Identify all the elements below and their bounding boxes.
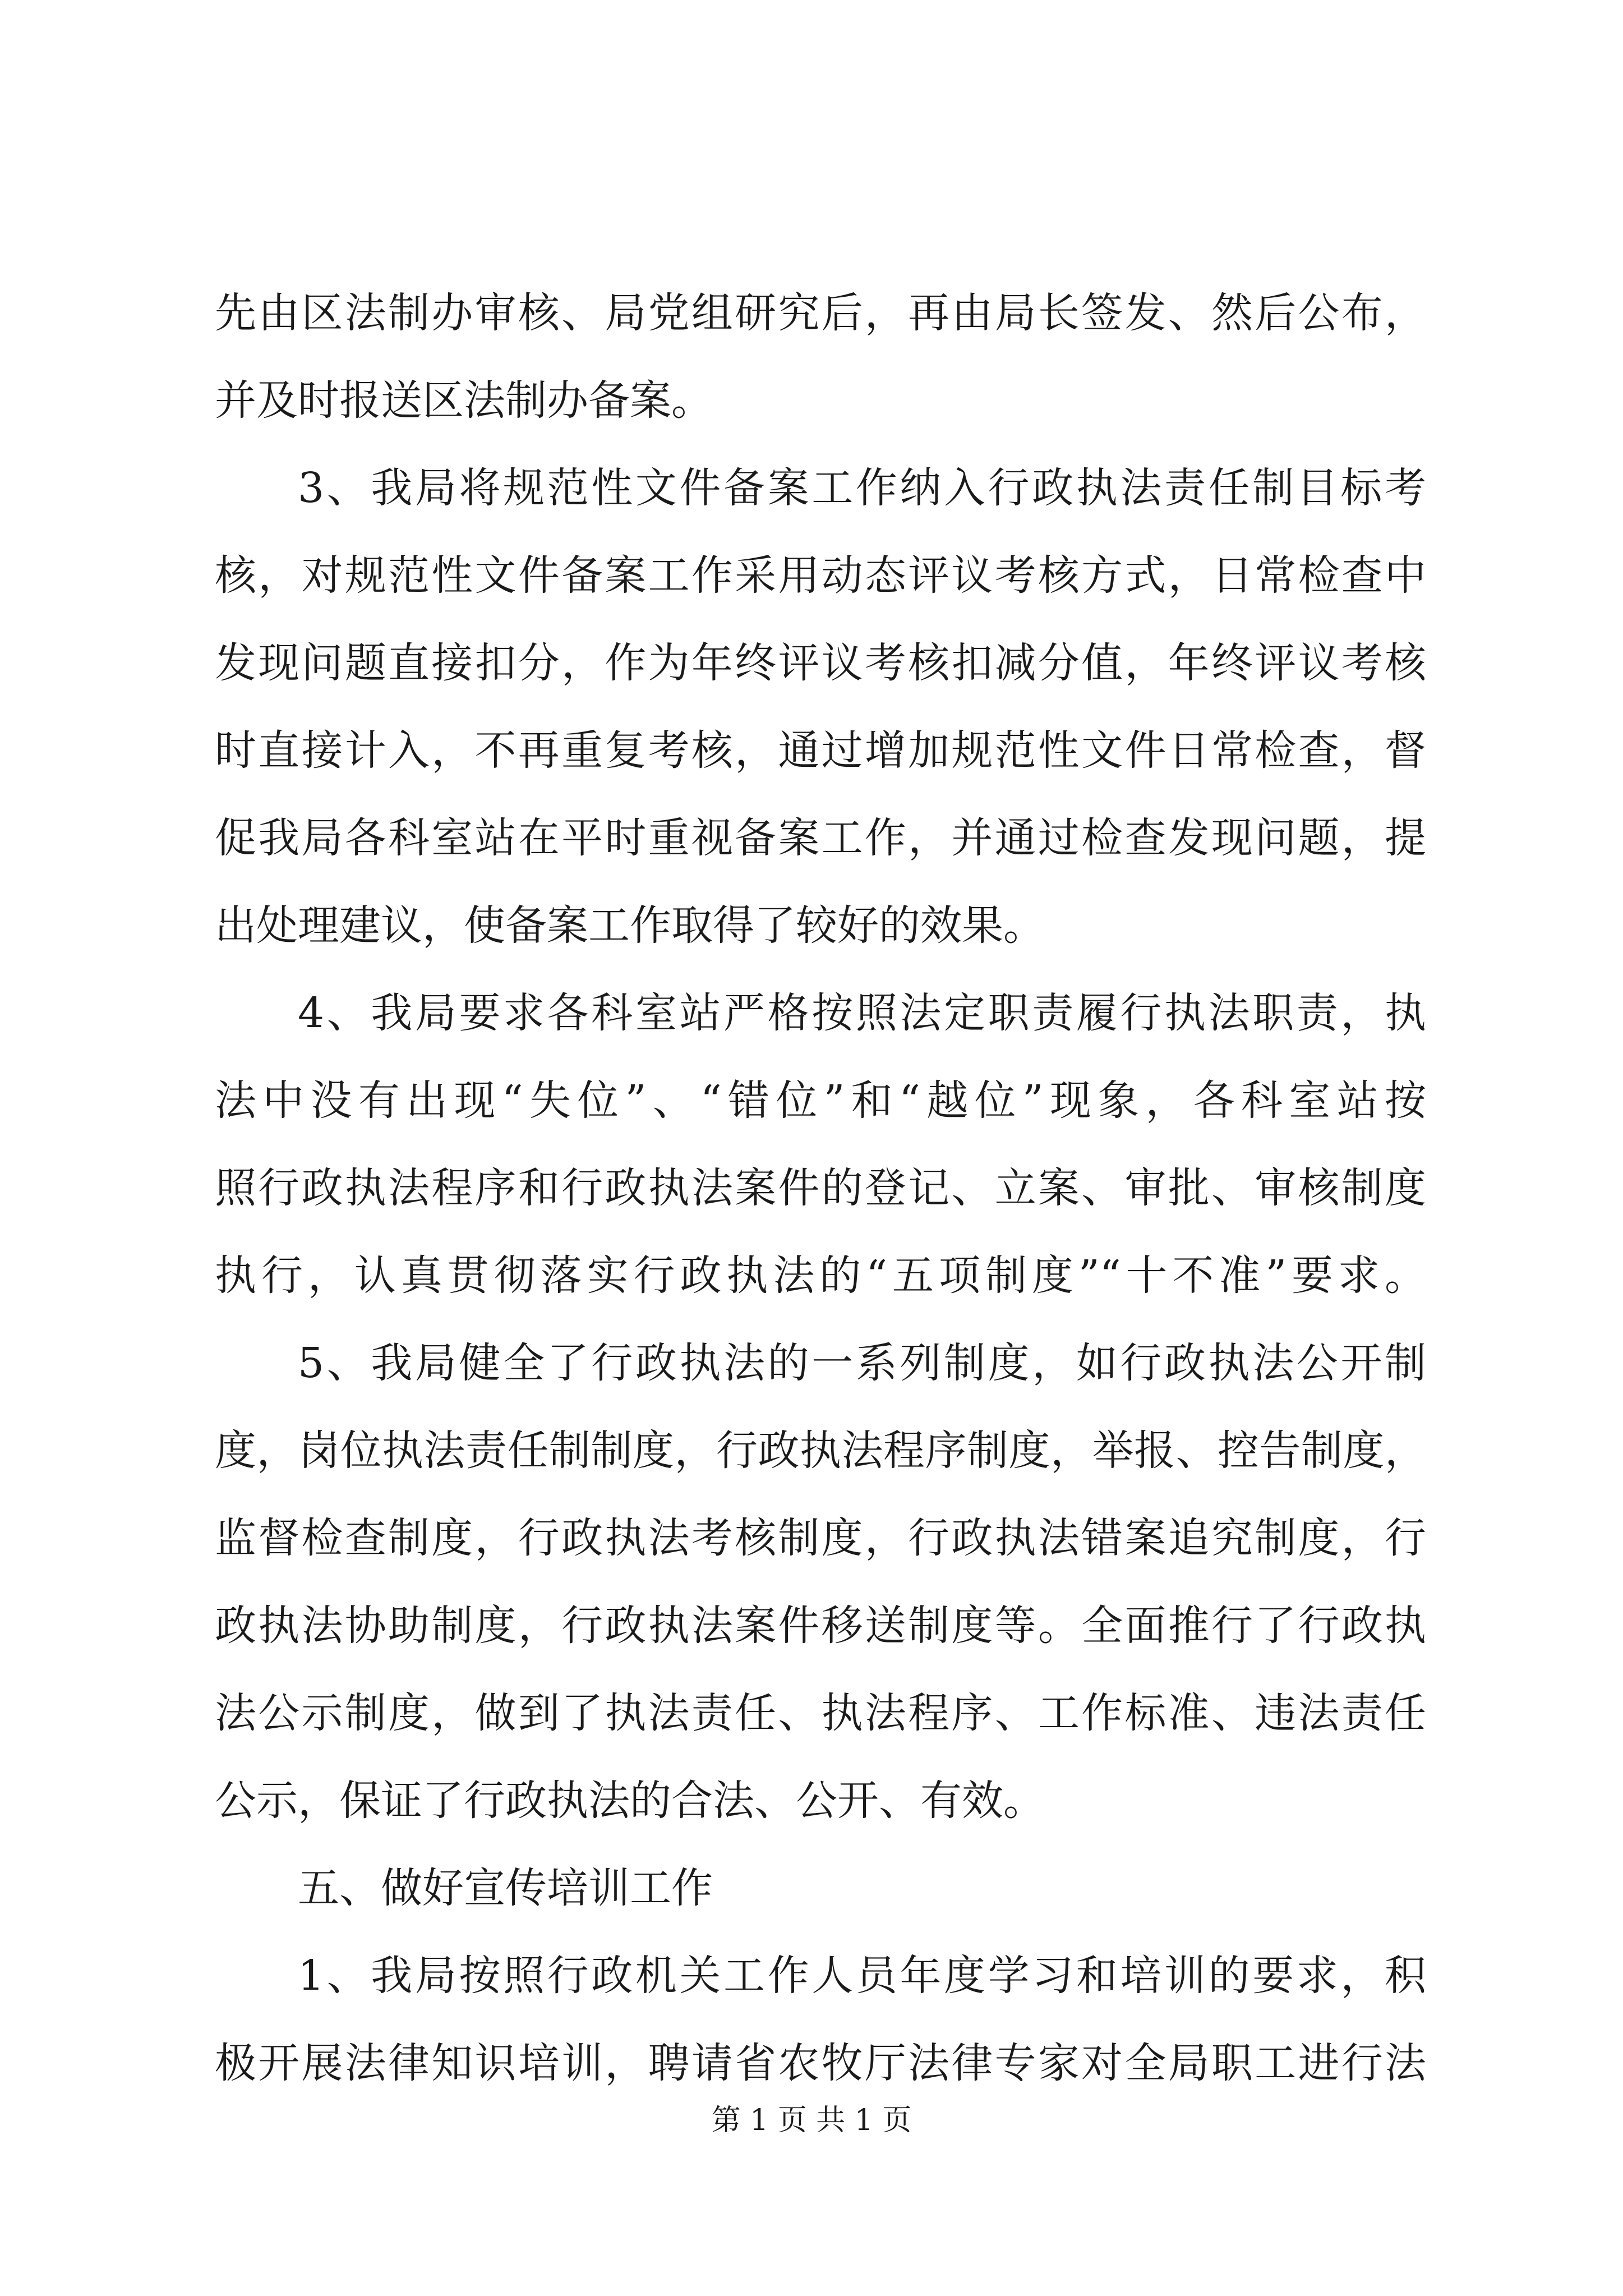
text-line-1: 先由区法制办审核、局党组研究后，再由局长签发、然后公布， — [215, 289, 1426, 337]
text-line-20: 1、我局按照行政机关工作人员年度学习和培训的要求，积 — [298, 1952, 1426, 2000]
text-line-9: 4、我局要求各科室站严格按照法定职责履行执法职责，执 — [298, 989, 1426, 1037]
text-line-16: 政执法协助制度，行政执法案件移送制度等。全面推行了行政执 — [215, 1602, 1426, 1650]
text-line-11: 照行政执法程序和行政执法案件的登记、立案、审批、审核制度 — [215, 1164, 1426, 1212]
text-line-5: 发现问题直接扣分，作为年终评议考核扣减分值，年终评议考核 — [215, 639, 1426, 687]
text-line-17: 法公示制度，做到了执法责任、执法程序、工作标准、违法责任 — [215, 1689, 1426, 1737]
text-line-6: 时直接计入，不再重复考核，通过增加规范性文件日常检查，督 — [215, 726, 1426, 775]
document-body — [215, 269, 1426, 2107]
text-line-4: 核，对规范性文件备案工作采用动态评议考核方式，日常检查中 — [215, 551, 1426, 600]
text-line-8: 出处理建议，使备案工作取得了较好的效果。 — [215, 901, 1045, 950]
text-line-12: 执行，认真贯彻落实行政执法的“五项制度”“十不准”要求。 — [215, 1251, 1426, 1300]
text-line-3: 3、我局将规范性文件备案工作纳入行政执法责任制目标考 — [298, 464, 1426, 512]
text-line-15: 监督检查制度，行政执法考核制度，行政执法错案追究制度，行 — [215, 1514, 1426, 1562]
text-line-10: 法中没有出现“失位”、“错位”和“越位”现象，各科室站按 — [215, 1076, 1426, 1125]
text-line-13: 5、我局健全了行政执法的一系列制度，如行政执法公开制 — [298, 1339, 1426, 1387]
text-line-21: 极开展法律知识培训，聘请省农牧厅法律专家对全局职工进行法 — [215, 2039, 1426, 2087]
section-heading: 五、做好宣传培训工作 — [298, 1864, 713, 1912]
page-footer: 第 1 页 共 1 页 — [711, 2104, 912, 2137]
text-line-2: 并及时报送区法制办备案。 — [215, 376, 713, 425]
text-line-18: 公示，保证了行政执法的合法、公开、有效。 — [215, 1777, 1045, 1825]
text-line-14: 度，岗位执法责任制制度，行政执法程序制度，举报、控告制度， — [215, 1427, 1426, 1475]
text-line-7: 促我局各科室站在平时重视备案工作，并通过检查发现问题，提 — [215, 814, 1426, 862]
